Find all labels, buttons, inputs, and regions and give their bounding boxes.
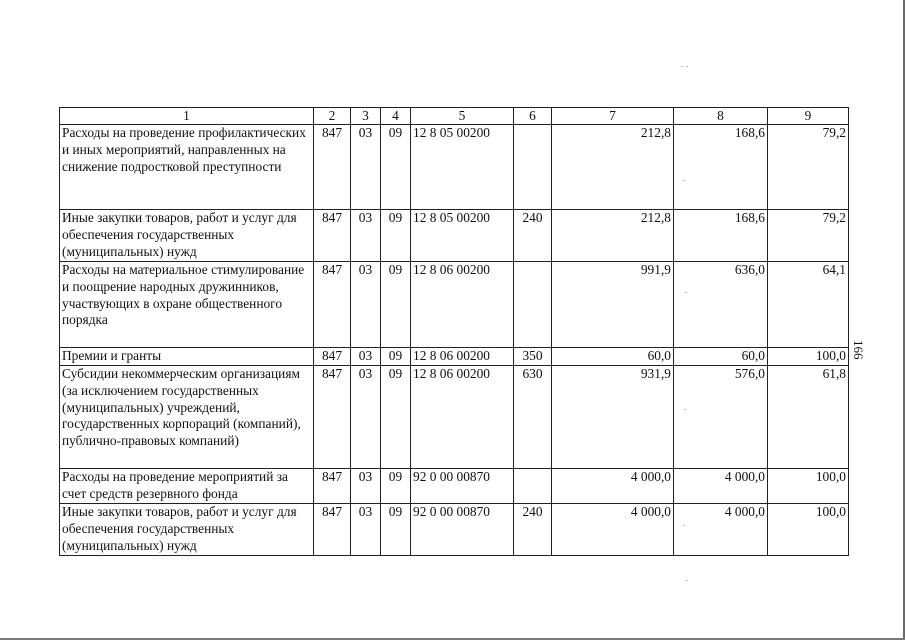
section-code-cell: 03 <box>351 469 381 504</box>
plan-amount-cell: 931,9 <box>552 366 674 469</box>
subsection-code-cell: 09 <box>381 210 411 262</box>
percent-cell: 100,0 <box>768 504 849 556</box>
expense-type-cell: 350 <box>514 348 552 366</box>
expense-name-cell: Премии и гранты <box>60 348 314 366</box>
ministry-code-cell: 847 <box>314 504 351 556</box>
target-article-cell: 92 0 00 00870 <box>411 504 514 556</box>
expense-type-cell: 240 <box>514 210 552 262</box>
table-row <box>60 504 849 556</box>
plan-amount-cell: 4 000,0 <box>552 469 674 504</box>
column-header: 5 <box>411 108 514 125</box>
scan-speck <box>684 409 686 410</box>
target-article-cell: 12 8 05 00200 <box>411 125 514 210</box>
page-number: 166 <box>851 340 866 360</box>
table-row <box>60 366 849 469</box>
section-code-cell: 03 <box>351 348 381 366</box>
table-row <box>60 348 849 366</box>
plan-amount-cell: 991,9 <box>552 262 674 348</box>
expense-name-cell: Иные закупки товаров, работ и услуг для обеспечения государственных (муниципальных) нужд <box>60 504 314 556</box>
percent-cell: 100,0 <box>768 469 849 504</box>
scan-speck <box>686 580 688 581</box>
actual-amount-cell: 168,6 <box>674 210 768 262</box>
expense-name-cell: Расходы на проведение мероприятий за счет средств резервного фонда <box>60 469 314 504</box>
target-article-cell: 92 0 00 00870 <box>411 469 514 504</box>
plan-amount-cell: 212,8 <box>552 210 674 262</box>
expense-type-cell <box>514 125 552 210</box>
section-code-cell: 03 <box>351 366 381 469</box>
column-header: 4 <box>381 108 411 125</box>
percent-cell: 64,1 <box>768 262 849 348</box>
table-header-row <box>60 108 849 125</box>
budget-table <box>59 107 849 556</box>
table-row <box>60 469 849 504</box>
scan-speck <box>686 66 688 67</box>
section-code-cell: 03 <box>351 262 381 348</box>
section-code-cell: 03 <box>351 504 381 556</box>
actual-amount-cell: 4 000,0 <box>674 504 768 556</box>
expense-type-cell <box>514 469 552 504</box>
table-row <box>60 262 849 348</box>
column-header: 2 <box>314 108 351 125</box>
percent-cell: 79,2 <box>768 210 849 262</box>
section-code-cell: 03 <box>351 125 381 210</box>
expense-name-cell: Расходы на материальное стимулирование и поощрение народных дружинников, участвующих в охране общественного порядка <box>60 262 314 348</box>
ministry-code-cell: 847 <box>314 125 351 210</box>
subsection-code-cell: 09 <box>381 469 411 504</box>
percent-cell: 79,2 <box>768 125 849 210</box>
ministry-code-cell: 847 <box>314 210 351 262</box>
subsection-code-cell: 09 <box>381 504 411 556</box>
plan-amount-cell: 60,0 <box>552 348 674 366</box>
ministry-code-cell: 847 <box>314 366 351 469</box>
target-article-cell: 12 8 06 00200 <box>411 262 514 348</box>
actual-amount-cell: 4 000,0 <box>674 469 768 504</box>
subsection-code-cell: 09 <box>381 348 411 366</box>
plan-amount-cell: 4 000,0 <box>552 504 674 556</box>
scan-speck <box>685 292 687 293</box>
actual-amount-cell: 168,6 <box>674 125 768 210</box>
expense-name-cell: Субсидии некоммерческим организациям (за исключением государственных (муниципальных) учреждений, государственных корпораций (компаний), публично-правовых компаний) <box>60 366 314 469</box>
percent-cell: 100,0 <box>768 348 849 366</box>
actual-amount-cell: 576,0 <box>674 366 768 469</box>
actual-amount-cell: 636,0 <box>674 262 768 348</box>
column-header: 6 <box>514 108 552 125</box>
scan-speck <box>683 180 685 181</box>
column-header: 8 <box>674 108 768 125</box>
actual-amount-cell: 60,0 <box>674 348 768 366</box>
target-article-cell: 12 8 05 00200 <box>411 210 514 262</box>
table-row <box>60 125 849 210</box>
column-header: 3 <box>351 108 381 125</box>
expense-name-cell: Расходы на проведение профилактических и иных мероприятий, направленных на снижение подростковой преступности <box>60 125 314 210</box>
expense-type-cell: 240 <box>514 504 552 556</box>
section-code-cell: 03 <box>351 210 381 262</box>
ministry-code-cell: 847 <box>314 262 351 348</box>
subsection-code-cell: 09 <box>381 262 411 348</box>
percent-cell: 61,8 <box>768 366 849 469</box>
column-header: 1 <box>60 108 314 125</box>
column-header: 7 <box>552 108 674 125</box>
scan-speck <box>683 525 685 526</box>
subsection-code-cell: 09 <box>381 125 411 210</box>
column-header: 9 <box>768 108 849 125</box>
expense-name-cell: Иные закупки товаров, работ и услуг для обеспечения государственных (муниципальных) нужд <box>60 210 314 262</box>
expense-type-cell: 630 <box>514 366 552 469</box>
table-row <box>60 210 849 262</box>
scan-speck <box>681 66 683 67</box>
subsection-code-cell: 09 <box>381 366 411 469</box>
plan-amount-cell: 212,8 <box>552 125 674 210</box>
target-article-cell: 12 8 06 00200 <box>411 348 514 366</box>
ministry-code-cell: 847 <box>314 469 351 504</box>
target-article-cell: 12 8 06 00200 <box>411 366 514 469</box>
expense-type-cell <box>514 262 552 348</box>
ministry-code-cell: 847 <box>314 348 351 366</box>
